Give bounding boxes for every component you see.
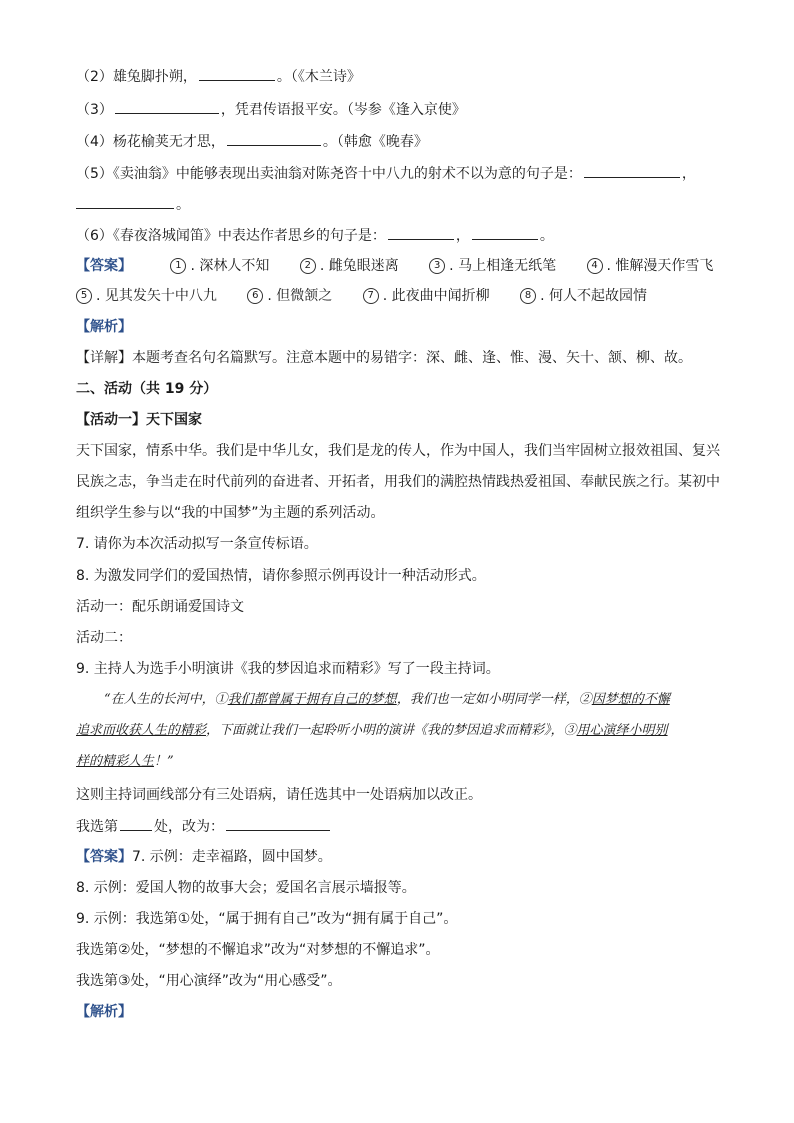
q6-blank-2 [472, 225, 538, 240]
q9-blank-1 [120, 816, 152, 831]
q5-line: （5）《卖油翁》中能够表现出卖油翁对陈尧咨十中八九的射术不以为意的句子是： ， [76, 163, 696, 184]
question-9-note: 这则主持词画线部分有三处语病，请任选其中一处语病加以改正。 [76, 787, 482, 803]
answer-item: 6 . 但微颔之 [247, 286, 332, 306]
intro-line: 民族之志，争当走在时代前列的奋进者、开拓者，用我们的满腔热情践热爱祖国、奉献民族之行。某初中 [76, 474, 720, 490]
answer-item: 5 . 见其发矢十中八九 [76, 286, 217, 306]
answer-9b: 我选第②处，“梦想的不懈追求”改为“对梦想的不懈追求”。 [76, 942, 440, 958]
q2-line: （2）雄兔脚扑朔， 。（《木兰诗》 [76, 66, 361, 87]
intro-line: 天下国家，情系中华。我们是中华儿女，我们是龙的传人，作为中国人，我们当牢固树立报效祖国、复兴 [76, 443, 720, 459]
analysis-label: 【解析】 [76, 319, 132, 335]
q4-blank [227, 131, 321, 146]
q3-blank [115, 99, 219, 114]
q5-line-2: 。 [76, 194, 190, 215]
answers-row-1 [76, 256, 713, 276]
answer-item: 8 . 何人不起故园情 [520, 286, 647, 306]
host-speech-line-3: 样的精彩人生！” [76, 754, 174, 769]
analysis-label-2: 【解析】 [76, 1004, 132, 1020]
host-speech-line-2: 追求而收获人生的精彩，下面就让我们一起聆听小明的演讲《我的梦因追求而精彩》，③用心演绎小明别 [76, 723, 668, 738]
question-8: 8. 为激发同学们的爱国热情，请你参照示例再设计一种活动形式。 [76, 568, 486, 584]
q3-line: （3） ，凭君传语报平安。（岑参《逢入京使》 [76, 99, 466, 120]
q4-line: （4）杨花榆荚无才思， 。（韩愈《晚春》 [76, 131, 428, 152]
answer-9c: 我选第③处，“用心演绎”改为“用心感受”。 [76, 973, 342, 989]
answer-item: 4 . 惟解漫天作雪飞 [587, 256, 714, 276]
answer-item: 2 . 雌兔眼迷离 [300, 256, 399, 276]
host-speech-line-1: “在人生的长河中，①我们都曾属于拥有自己的梦想，我们也一定如小明同学一样，②因梦想的不懈 [104, 692, 670, 707]
question-7: 7. 请你为本次活动拟写一条宣传标语。 [76, 536, 318, 552]
question-9: 9. 主持人为选手小明演讲《我的梦因追求而精彩》写了一段主持词。 [76, 661, 500, 677]
answer-item: 3 . 马上相逢无纸笔 [429, 256, 556, 276]
answer-9a: 9. 示例：我选第①处，“属于拥有自己”改为“拥有属于自己”。 [76, 911, 458, 927]
activity-example-2: 活动二： [76, 630, 132, 646]
answer-7-line: 【答案】7. 示例：走幸福路，圆中国梦。 [76, 849, 332, 865]
section-heading: 二、活动（共 19 分） [76, 381, 218, 397]
answer-item: 7 . 此夜曲中闻折柳 [363, 286, 490, 306]
q6-blank-1 [388, 225, 454, 240]
answer-item: 1 . 深林人不知 [170, 256, 269, 276]
activity-example-1: 活动一：配乐朗诵爱国诗文 [76, 599, 244, 615]
q5-blank-1 [584, 163, 680, 178]
q5-blank-2 [76, 194, 174, 209]
q2-blank [199, 66, 275, 81]
question-9-fill: 我选第 处，改为： [76, 816, 332, 837]
intro-line: 组织学生参与以“我的中国梦”为主题的系列活动。 [76, 505, 385, 521]
activity-heading: 【活动一】天下国家 [76, 412, 202, 428]
answer-8: 8. 示例：爱国人物的故事大会；爱国名言展示墙报等。 [76, 880, 416, 896]
q6-line: （6）《春夜洛城闻笛》中表达作者思乡的句子是： ， 。 [76, 225, 554, 246]
answer-label: 【答案】 [76, 258, 132, 274]
detail-line: 【详解】本题考查名句名篇默写。注意本题中的易错字：深、雌、逢、惟、漫、矢十、颔、柳、故。 [76, 350, 692, 366]
answers-row-2 [76, 286, 647, 306]
q9-blank-2 [226, 816, 330, 831]
